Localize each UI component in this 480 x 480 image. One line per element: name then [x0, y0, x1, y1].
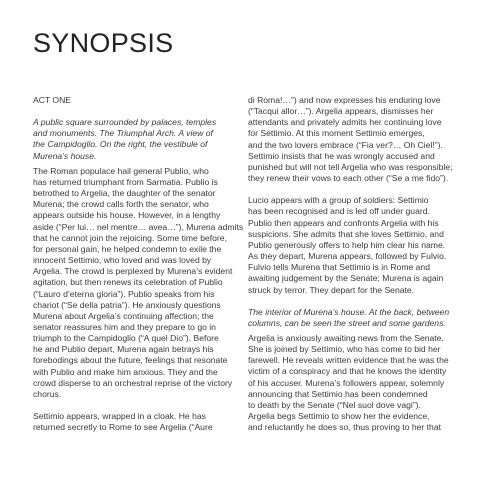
- text-line: suspicions. She admits that she loves Settimio, and: [248, 228, 444, 239]
- text-line: struck by terror. They depart for the Senate.: [248, 284, 415, 295]
- page-title: SYNOPSIS: [33, 28, 174, 58]
- text-line: chariot (“Se della patria”). He anxiously questions: [33, 299, 221, 310]
- text-line: punished but will not tell Argelia who was responsible;: [248, 161, 453, 172]
- text-line: Lucio appears with a group of soldiers: Settimio: [248, 195, 429, 206]
- act-heading: ACT ONE: [33, 95, 72, 105]
- text-line: farewell. He reveals written evidence that he was the: [248, 355, 449, 366]
- text-line: triumph to the Campidoglio (“A quel Dio”). Before: [33, 333, 219, 344]
- text-line: senator reassures him and they prepare to go in: [33, 321, 216, 332]
- text-line: of his accuser. Murena’s followers appear, solemnly: [248, 377, 445, 388]
- text-line: Settimio appears, wrapped in a cloak. He has: [33, 411, 206, 422]
- text-line: She is joined by Settimio, who has come to bid her: [248, 344, 441, 355]
- text-line: The Roman populace hail general Publio, who: [33, 165, 209, 176]
- text-line: A public square surrounded by palaces, temples: [33, 117, 217, 128]
- text-line: betrothed to Argelia, the daughter of the senator: [33, 188, 216, 199]
- text-line: announcing that Settimio has been condemned: [248, 388, 428, 399]
- paragraph: [248, 195, 454, 295]
- text-line: Murena’s house.: [33, 150, 97, 161]
- text-line: agitation, but then renews its celebration of Publio: [33, 277, 223, 288]
- text-line: Murena; the crowd calls forth the senator, who: [33, 199, 209, 210]
- paragraph: [33, 411, 241, 433]
- text-line: innocent Settimio, who loved and was loved by: [33, 255, 212, 266]
- text-line: (“Lauro d’eterna gloria”). Publio speaks from his: [33, 288, 215, 299]
- text-line: has been recognised and is led off under guard.: [248, 206, 430, 217]
- text-line: Argelia is anxiously awaiting news from the Senate.: [248, 332, 444, 343]
- text-line: he and Publio depart, Murena again betrays his: [33, 344, 214, 355]
- left-column: [33, 95, 244, 433]
- text-line: to death by the Senate (“Nel suol dove vagi”).: [248, 399, 421, 410]
- text-line: Publio then appears and confronts Argelia with his: [248, 217, 439, 228]
- text-line: The interior of Murena’s house. At the back, between: [248, 306, 450, 317]
- text-line: and the two lovers embrace (“Fia ver?… Oh Ciel!”).: [248, 139, 443, 150]
- text-line: Argelia. The crowd is perplexed by Murena’s evident: [33, 266, 233, 277]
- text-line: Murena about Argelia’s continuing affection; the: [33, 310, 214, 321]
- text-line: As they depart, Murena appears, followed by Fulvio.: [248, 251, 447, 262]
- text-line: that he cannot join the rejoicing. Some time before,: [33, 232, 227, 243]
- text-line: returned secretly to Rome to see Argelia (“Aure: [33, 422, 213, 433]
- text-line: columns, can be seen the street and some gardens.: [248, 317, 446, 328]
- text-line: forebodings about the future, feelings that resonate: [33, 355, 228, 366]
- text-line: for Settimio. At this moment Settimio emerges,: [248, 128, 425, 139]
- text-line: di Roma!…”) and now expresses his enduring love: [248, 95, 441, 105]
- paragraph: [33, 165, 244, 400]
- text-line: attendants and privately admits her continuing love: [248, 117, 442, 128]
- text-line: crowd disperse to an orchestral reprise of the victory: [33, 377, 233, 388]
- text-line: awaiting judgement by the Senate; Murena is again: [248, 273, 444, 284]
- scene-setting: [33, 117, 241, 162]
- right-column: [248, 95, 454, 433]
- paragraph: [248, 95, 454, 184]
- paragraph: [248, 333, 454, 433]
- scene-setting: [248, 307, 454, 329]
- text-line: and reluctantly he does so, thus proving to her that: [248, 422, 442, 433]
- text-line: the Campidoglio. On the right, the vestibule of: [33, 139, 208, 150]
- text-line: aside (“Per lui… nel mentre… avea…”), Murena admits: [33, 221, 244, 232]
- text-line: chorus.: [33, 388, 62, 399]
- text-line: with Publio and make him anxious. They and the: [33, 366, 218, 377]
- text-line: (“Tacqui allor…”). Argelia appears, dismisses her: [248, 106, 434, 117]
- text-line: victim of a conspiracy and that he knows the identity: [248, 366, 447, 377]
- text-line: they renew their vows to each other (“Se a me fido”).: [248, 173, 449, 184]
- text-line: and monuments. The Triumphal Arch. A view of: [33, 128, 213, 139]
- text-line: Settimio insists that he was wrongly accused and: [248, 150, 435, 161]
- text-line: appears outside his house. However, in a lengthy: [33, 210, 221, 221]
- text-line: has returned triumphant from Sarmatia. Publio is: [33, 176, 218, 187]
- text-line: Publio generously offers to help him clear his name.: [248, 239, 446, 250]
- text-line: Argelia begs Settimio to show her the evidence,: [248, 411, 430, 422]
- text-line: for personal gain, he helped condemn to exile the: [33, 243, 222, 254]
- text-line: Fulvio tells Murena that Settimio is in Rome and: [248, 262, 430, 273]
